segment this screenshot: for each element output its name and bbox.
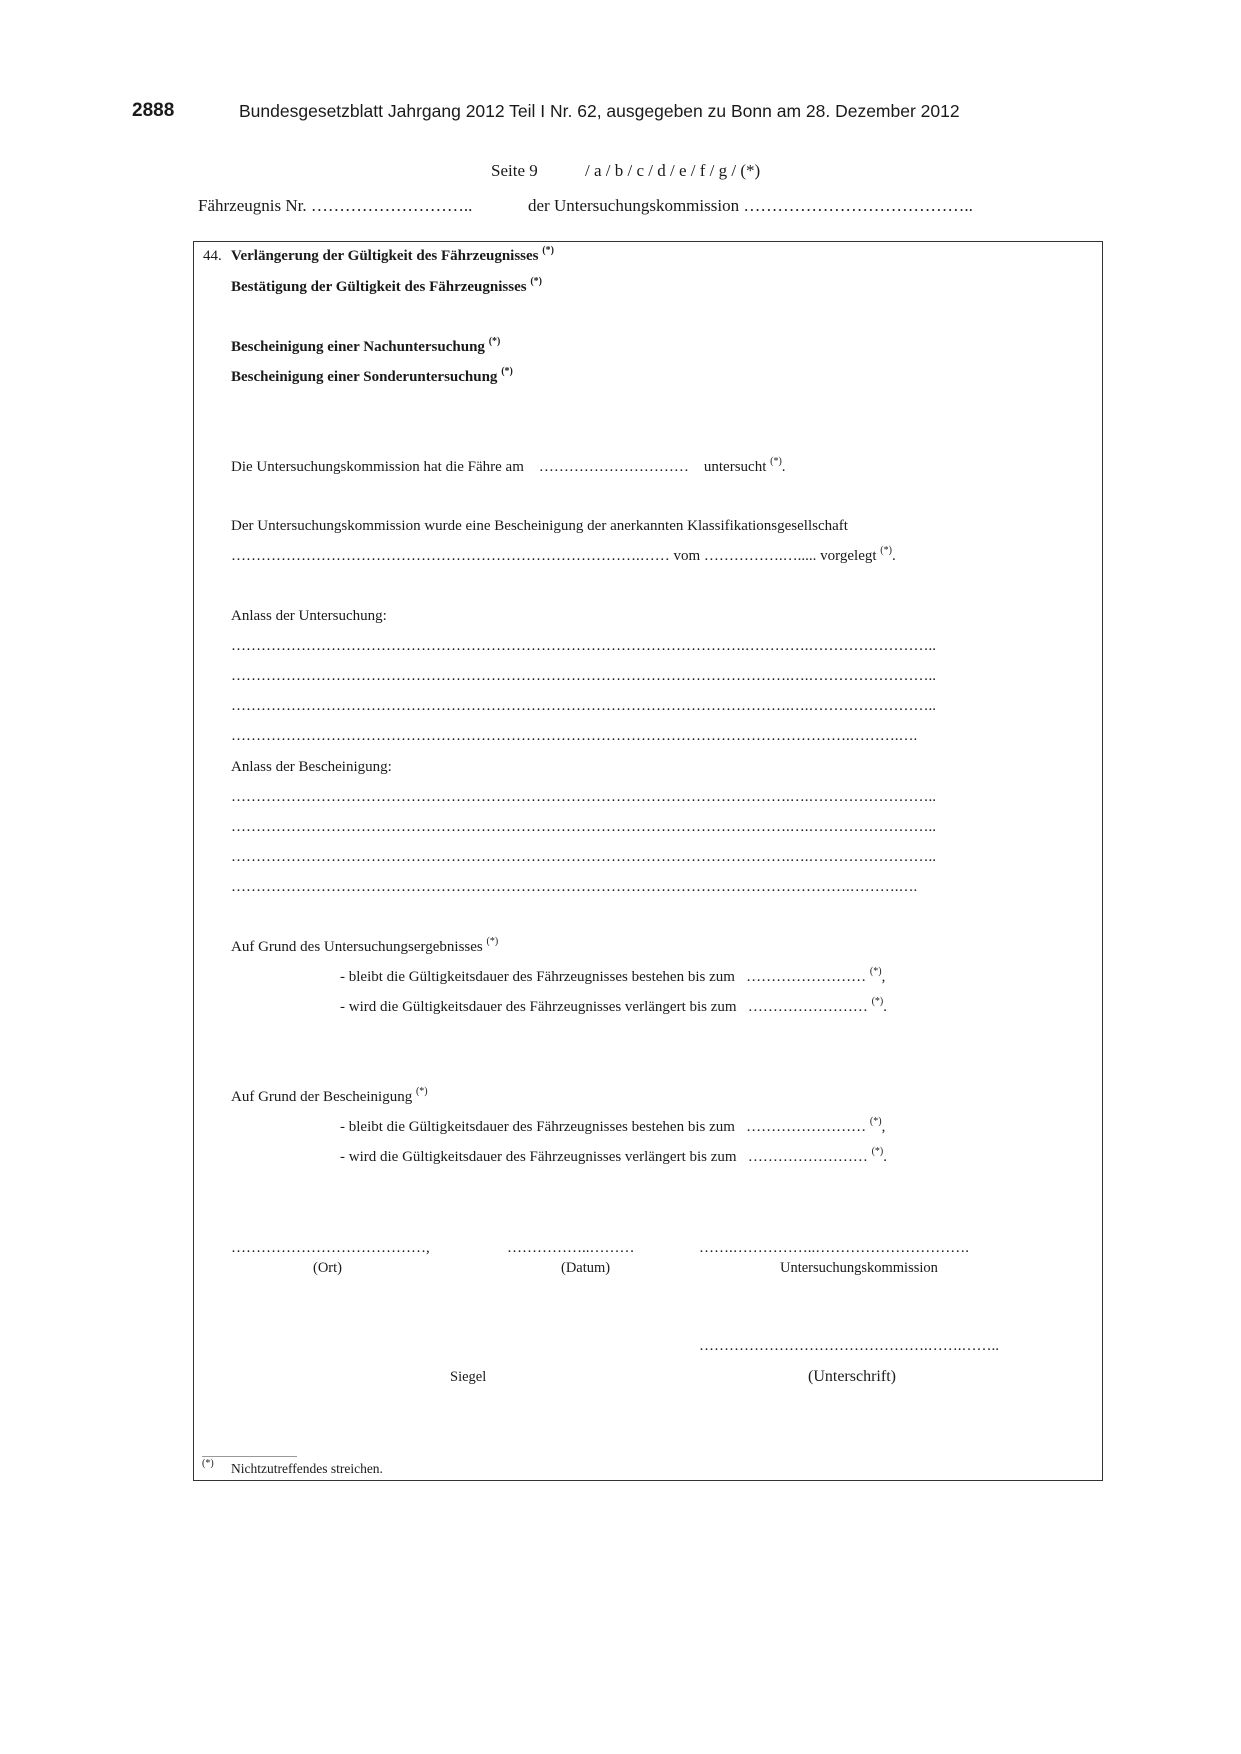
date-field: …………………… <box>746 969 867 985</box>
signature-label: (Unterschrift) <box>808 1368 896 1385</box>
classification-line2: ……………………………………………………………………….…… vom …………….…..... vorgelegt (*). <box>231 545 896 564</box>
inspection-date-field: ………………………… <box>538 459 689 475</box>
publication-header: Bundesgesetzblatt Jahrgang 2012 Teil I Nr. 62, ausgegeben zu Bonn am 28. Dezember 2012 <box>239 101 960 121</box>
form-page-label: Seite 9 <box>491 161 538 180</box>
result-certificate-label: Auf Grund der Bescheinigung (*) <box>231 1086 428 1105</box>
date-label: (Datum) <box>561 1260 611 1276</box>
section-title-special-inspection: Bescheinigung einer Sonderuntersuchung (*) <box>231 366 513 385</box>
section-number: 44. <box>203 248 222 264</box>
commission-signature-label: Untersuchungskommission <box>780 1260 938 1276</box>
date-field: …………………… <box>747 1149 868 1165</box>
form-variants: / a / b / c / d / e / f / g / (*) <box>585 161 761 180</box>
reason-examination-line: ………………………………………………………………………………………………….….…………………….. <box>231 668 936 684</box>
commission-label: der Untersuchungskommission <box>528 196 740 215</box>
seal-label: Siegel <box>450 1369 487 1385</box>
reason-certificate-line: …………………………………………………………………………………………………………….……….…. <box>231 879 918 895</box>
place-label: (Ort) <box>313 1260 342 1276</box>
reason-certificate-line: ………………………………………………………………………………………………….….…………………….. <box>231 789 936 805</box>
commission-field: ………………………………….. <box>743 196 973 215</box>
date-field: …………………… <box>746 1119 867 1135</box>
date-field: …………………… <box>747 999 868 1015</box>
section-title-reinspection: Bescheinigung einer Nachuntersuchung (*) <box>231 336 501 355</box>
reason-certificate-label: Anlass der Bescheinigung: <box>231 759 392 775</box>
inspection-statement: Die Untersuchungskommission hat die Fähre am ………………………… untersucht (*). <box>231 456 786 475</box>
reason-examination-line: ………………………………………………………………………………………………….….…………………….. <box>231 698 936 714</box>
result-examination-option-remains: - bleibt die Gültigkeitsdauer des Fährzeugnisses bestehen bis zum …………………… (*), <box>340 966 886 985</box>
certificate-number-row <box>198 196 472 216</box>
classification-line1: Der Untersuchungskommission wurde eine Bescheinigung der anerkannten Klassifikationsgesellschaft <box>231 518 848 534</box>
reason-examination-line: ………………………………………………………………………………………….………….…………………….. <box>231 638 936 654</box>
result-certificate-option-remains: - bleibt die Gültigkeitsdauer des Fährzeugnisses bestehen bis zum …………………… (*), <box>340 1116 886 1135</box>
result-certificate-option-extended: - wird die Gültigkeitsdauer des Fährzeugnisses verlängert bis zum …………………… (*). <box>340 1146 887 1165</box>
result-examination-option-extended: - wird die Gültigkeitsdauer des Fährzeugnisses verlängert bis zum …………………… (*). <box>340 996 887 1015</box>
date-field: ……………..……… <box>507 1240 635 1256</box>
signature-field: ……………………………………….…….…….. <box>699 1338 999 1354</box>
commission-row <box>528 196 973 216</box>
page-number: 2888 <box>132 100 175 121</box>
reason-certificate-line: ………………………………………………………………………………………………….….…………………….. <box>231 849 936 865</box>
result-examination-label: Auf Grund des Untersuchungsergebnisses (*) <box>231 936 499 955</box>
reason-certificate-line: ………………………………………………………………………………………………….….…………………….. <box>231 819 936 835</box>
footnote-text: Nichtzutreffendes streichen. <box>231 1461 383 1476</box>
reason-examination-label: Anlass der Untersuchung: <box>231 608 387 624</box>
footnote-rule <box>202 1456 297 1457</box>
place-field: …………………………………, <box>231 1240 430 1256</box>
commission-signature-field: …….……………..…………………………. <box>699 1240 969 1256</box>
certificate-number-field: ……………………….. <box>310 196 473 215</box>
reason-examination-line: …………………………………………………………………………………………………………….……….…. <box>231 728 918 744</box>
footnote-mark: (*) <box>202 1458 214 1469</box>
section-title-extension: Verlängerung der Gültigkeit des Fährzeugnisses (*) <box>231 245 554 264</box>
section-title-confirmation: Bestätigung der Gültigkeit des Fährzeugnisses (*) <box>231 276 542 295</box>
certificate-label: Fährzeugnis Nr. <box>198 196 307 215</box>
